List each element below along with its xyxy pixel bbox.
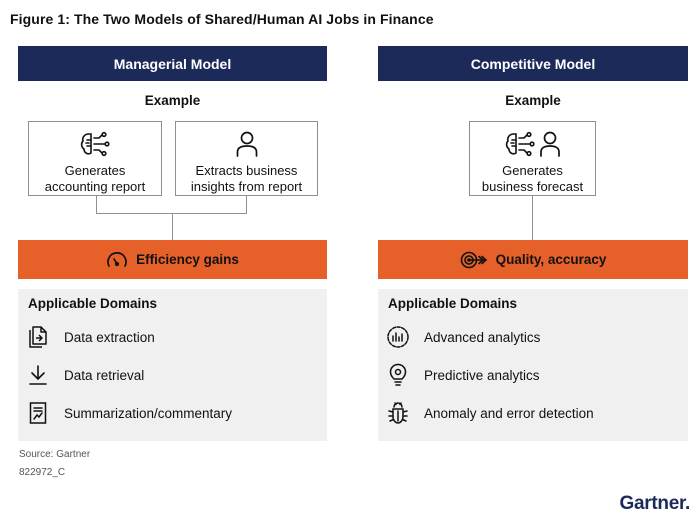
gauge-icon	[106, 251, 128, 269]
competitive-header: Competitive Model	[378, 46, 688, 81]
domain-item	[26, 401, 232, 425]
example-box-extracts-insights	[175, 121, 318, 196]
managerial-domains-title: Applicable Domains	[28, 296, 158, 311]
document-id: 822972_C	[19, 467, 66, 478]
domain-label: Advanced analytics	[424, 329, 541, 345]
managerial-header: Managerial Model	[18, 46, 327, 81]
figure-title: Figure 1: The Two Models of Shared/Human AI Jobs in Finance	[10, 11, 434, 27]
example-box-line: Extracts business	[195, 163, 298, 178]
competitive-example-label: Example	[505, 93, 561, 108]
example-box-line: Generates	[502, 163, 563, 178]
domain-label: Summarization/commentary	[64, 405, 233, 421]
example-box-line: business forecast	[481, 179, 584, 194]
example-box-generates-forecast	[469, 121, 596, 196]
competitive-domains-title: Applicable Domains	[388, 296, 518, 311]
source-note: Source: Gartner	[19, 449, 91, 460]
domain-item	[386, 363, 540, 387]
domain-label: Data retrieval	[64, 367, 145, 383]
example-box-generates-report	[28, 121, 162, 196]
domain-label: Predictive analytics	[424, 367, 540, 383]
competitive-benefit-label: Quality, accuracy	[495, 252, 607, 267]
example-box-line: Generates	[64, 163, 126, 178]
target-arrow-icon	[460, 251, 488, 269]
connector-line	[172, 213, 173, 240]
analytics-circle-icon	[386, 325, 410, 349]
ai-brain-icon	[80, 130, 110, 158]
competitive-benefit-bar	[378, 240, 688, 279]
domain-item	[386, 325, 540, 349]
logo-text: Gartner	[619, 493, 686, 514]
domain-item	[26, 363, 144, 387]
managerial-domains-panel	[18, 289, 327, 441]
person-icon	[235, 130, 259, 158]
document-extract-icon	[26, 325, 50, 349]
managerial-benefit-bar	[18, 240, 327, 279]
lightbulb-icon	[386, 363, 410, 387]
connector-line	[532, 196, 533, 240]
connector-line	[246, 196, 247, 214]
connector-line	[96, 196, 97, 214]
download-arrow-icon	[26, 363, 50, 387]
managerial-example-label: Example	[144, 93, 201, 108]
report-chart-icon	[26, 401, 50, 425]
bug-icon	[386, 401, 410, 425]
ai-brain-person-icon	[505, 130, 561, 158]
example-box-line: accounting report	[44, 179, 146, 194]
competitive-domains-panel	[378, 289, 688, 441]
gartner-logo: Gartner.	[619, 493, 690, 514]
domain-label: Data extraction	[64, 329, 155, 345]
domain-item	[26, 325, 155, 349]
domain-item	[386, 401, 594, 425]
managerial-benefit-label: Efficiency gains	[136, 252, 239, 267]
domain-label: Anomaly and error detection	[424, 405, 594, 421]
example-box-line: insights from report	[190, 179, 303, 194]
